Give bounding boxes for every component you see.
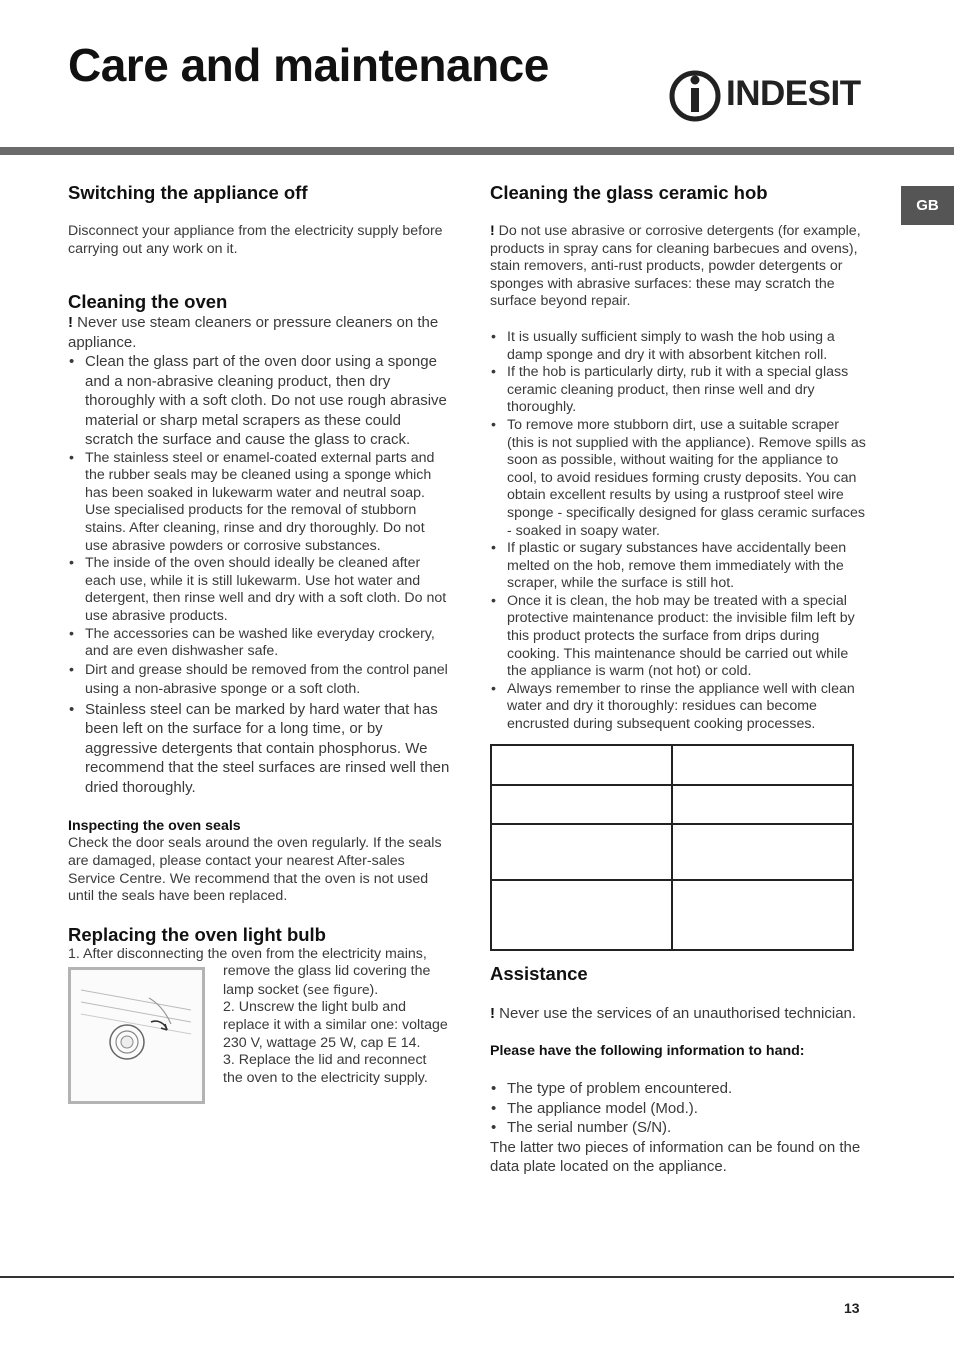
warning-text: Never use the services of an unauthorised technician. bbox=[495, 1004, 857, 1022]
table-cell bbox=[491, 824, 672, 880]
bulb-step2: 2. Unscrew the light bulb and replace it with a similar one: voltage 230 V, wattage 25 W, cap E 14. bbox=[223, 999, 448, 1051]
list-item: • Always remember to rinse the appliance well with clean water and dry it thoroughly: residues can become encrusted during subsequent cooking processes. bbox=[490, 681, 868, 734]
list-item: • The inside of the oven should ideally be cleaned after each use, while it is still lukewarm. Use hot water and detergent, then rinse well and dry with a soft cloth. Do not use abrasive products. bbox=[68, 555, 450, 625]
assistance-footer: The latter two pieces of information can be found on the data plate located on the appliance. bbox=[490, 1138, 861, 1176]
cleaning-oven-warning bbox=[68, 313, 450, 352]
language-tab: GB bbox=[901, 186, 954, 225]
list-item: • The serial number (S/N). bbox=[490, 1118, 868, 1138]
warning-text: Never use steam cleaners or pressure cleaners on the appliance. bbox=[68, 314, 439, 351]
indesit-logo-icon bbox=[668, 68, 722, 124]
list-item: • It is usually sufficient simply to wash the hob using a damp sponge and dry it with absorbent kitchen roll. bbox=[490, 329, 868, 364]
assistance-warning bbox=[490, 1004, 868, 1024]
list-item: • Once it is clean, the hob may be treated with a special protective maintenance product: the invisible film left by this product protects the surface from drips during cooking. This maintenance should be carried out while the appliance is warm (not hot) or cold. bbox=[490, 593, 868, 681]
right-column bbox=[490, 182, 868, 1177]
list-item: • The stainless steel or enamel-coated external parts and the rubber seals may be cleaned using a sponge which has been soaked in lukewarm water and neutral soap. Use specialised products for the removal of stubborn stains. After cleaning, rinse and dry thoroughly. Do not use abrasive powders or corrosive substances. bbox=[68, 450, 450, 556]
cleaning-oven-heading: Cleaning the oven bbox=[68, 291, 228, 313]
empty-table bbox=[490, 744, 854, 951]
list-item: • If plastic or sugary substances have accidentally been melted on the hob, remove them immediately with the scraper, while the surface is still hot. bbox=[490, 540, 868, 593]
list-item: • Clean the glass part of the oven door using a sponge and a non-abrasive cleaning product, then dry thoroughly with a soft cloth. Do not use rough abrasive material or sharp metal scrapers as these could scratch the surface and cause the glass to crack. bbox=[68, 352, 450, 450]
list-item: • The accessories can be washed like everyday crockery, and are even dishwasher safe. bbox=[68, 626, 450, 661]
table-cell bbox=[672, 785, 853, 824]
header-rule bbox=[0, 147, 954, 155]
see-figure-ref: see figure bbox=[307, 981, 370, 997]
cleaning-oven-list bbox=[68, 352, 450, 797]
brand-name: INDESIT bbox=[726, 74, 861, 113]
page-number: 13 bbox=[844, 1300, 860, 1316]
table-cell bbox=[491, 880, 672, 950]
list-item: • To remove more stubborn dirt, use a suitable scraper (this is not supplied with the appliance). Remove spills as soon as possible, without waiting for the appliance to cool, to avoid residues forming crusty deposits. You can obtain excellent results by using a rustproof steel wire sponge - specifically designed for glass ceramic surfaces - soaked in soapy water. bbox=[490, 417, 868, 540]
warning-mark: ! bbox=[490, 1004, 495, 1022]
indesit-logo bbox=[668, 68, 873, 124]
bulb-step1-c: ). bbox=[369, 981, 379, 998]
switching-off-heading: Switching the appliance off bbox=[68, 182, 308, 203]
table-cell bbox=[491, 745, 672, 785]
table-row bbox=[491, 880, 853, 950]
table-row bbox=[491, 745, 853, 785]
table-row bbox=[491, 824, 853, 880]
assistance-info-heading: Please have the following information to hand: bbox=[490, 1043, 805, 1060]
hob-list bbox=[490, 329, 868, 734]
assistance-list bbox=[490, 1079, 868, 1138]
bulb-step1-a: 1. After disconnecting the oven from the electricity mains, bbox=[68, 945, 427, 962]
list-item: • If the hob is particularly dirty, rub it with a special glass ceramic cleaning product, then rinse well and dry thoroughly. bbox=[490, 364, 868, 417]
lamp-figure-icon bbox=[71, 970, 202, 1101]
oven-lamp-figure bbox=[68, 967, 205, 1104]
list-item: • The type of problem encountered. bbox=[490, 1079, 868, 1099]
hob-heading: Cleaning the glass ceramic hob bbox=[490, 182, 768, 203]
table-cell bbox=[672, 880, 853, 950]
seals-text: Check the door seals around the oven regularly. If the seals are damaged, please contact your nearest After-sales Service Centre. We recommend that the oven is not used until the seals have been replaced. bbox=[68, 835, 442, 905]
table-cell bbox=[672, 745, 853, 785]
bulb-step1-b-text: remove the glass lid covering the lamp socket ( bbox=[223, 963, 431, 998]
list-item: • The appliance model (Mod.). bbox=[490, 1099, 868, 1119]
table-cell bbox=[491, 785, 672, 824]
hob-warning bbox=[490, 223, 868, 311]
footer-rule bbox=[0, 1276, 954, 1278]
warning-mark: ! bbox=[68, 314, 73, 332]
warning-mark: ! bbox=[490, 223, 495, 239]
list-item: • Dirt and grease should be removed from the control panel using a non-abrasive sponge or a soft cloth. bbox=[68, 661, 450, 700]
table-cell bbox=[672, 824, 853, 880]
bulb-step3: 3. Replace the lid and reconnect the oven to the electricity supply. bbox=[223, 1052, 428, 1086]
bulb-heading: Replacing the oven light bulb bbox=[68, 923, 326, 945]
left-column bbox=[68, 182, 450, 1108]
assistance-heading: Assistance bbox=[490, 962, 588, 984]
warning-text: Do not use abrasive or corrosive detergents (for example, products in spray cans for cleaning barbecues and ovens), stain removers, anti-rust products, powder detergents or sponges with abrasive surfaces: these may scratch the surface beyond repair. bbox=[490, 223, 861, 310]
switching-off-text: Disconnect your appliance from the electricity supply before carrying out any work on it. bbox=[68, 223, 443, 257]
list-item: • Stainless steel can be marked by hard water that has been left on the surface for a long time, or by aggressive detergents that contain phosphorus. We recommend that the steel surfaces are rinsed well then dried thoroughly. bbox=[68, 700, 450, 798]
page-title: Care and maintenance bbox=[68, 39, 549, 91]
table-row bbox=[491, 785, 853, 824]
seals-heading: Inspecting the oven seals bbox=[68, 818, 241, 835]
